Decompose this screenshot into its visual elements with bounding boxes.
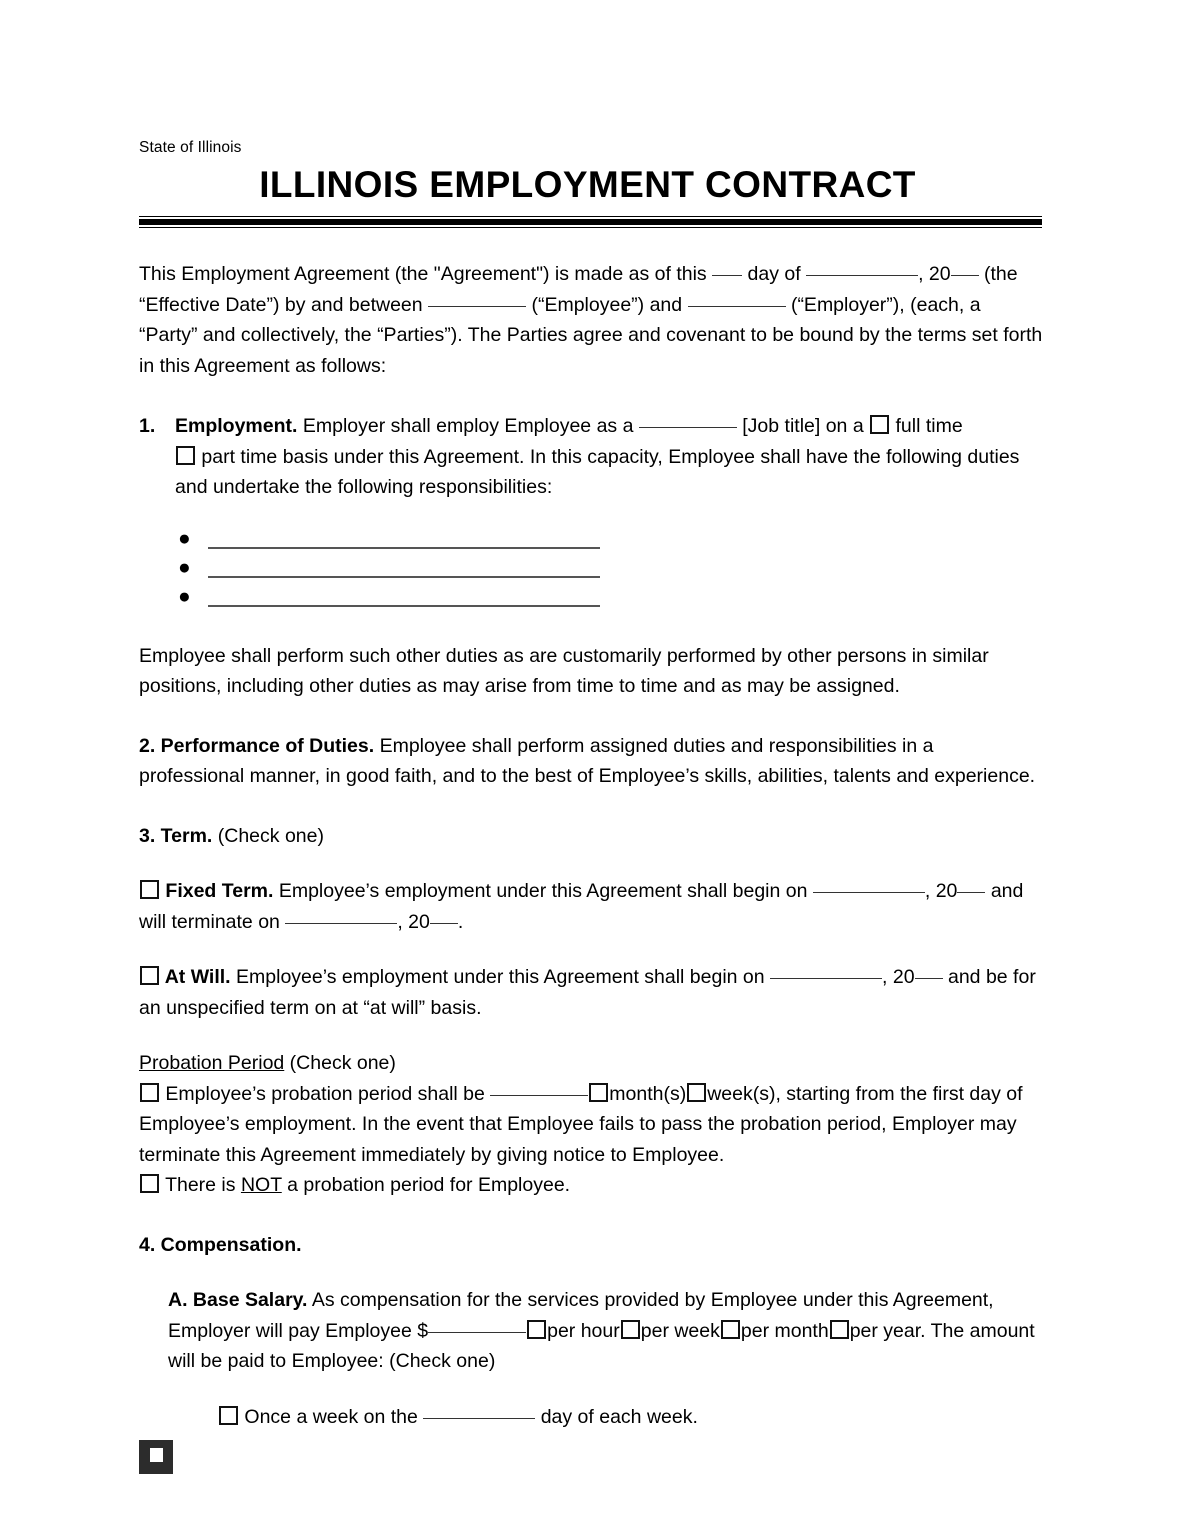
fixed-term-text-3: and will terminate on xyxy=(139,880,1024,933)
label-per-year: per year. The amount will be paid to Employee: (Check one) xyxy=(168,1319,1035,1372)
checkbox-probation-no[interactable] xyxy=(140,1174,159,1193)
probation-week-label: week(s), starting from the first day of Employee’s employment. In the event that Employee fails to pass the probation period, Employer may terminate this Agreement immediately by giving notice to Employee. xyxy=(139,1082,1023,1166)
section-1-employment xyxy=(139,411,1044,503)
intro-text-5: (“Employee”) and xyxy=(526,293,688,316)
section-1-number: 1. xyxy=(139,415,156,437)
fixed-term-option xyxy=(139,876,1044,937)
section-2-performance-of-duties xyxy=(139,731,1044,792)
blank-salary-amount[interactable] xyxy=(428,1332,526,1333)
base-salary-text-1: As compensation for the services provided by Employee under this Agreement, Employer will pay Employee $ xyxy=(168,1289,994,1342)
base-salary-heading: A. Base Salary. xyxy=(168,1289,308,1311)
checkbox-once-a-week[interactable] xyxy=(219,1406,238,1425)
checkbox-part-time[interactable] xyxy=(176,446,195,465)
checkbox-fixed-term[interactable] xyxy=(140,880,159,899)
blank-fixed-begin-date[interactable] xyxy=(813,892,925,893)
blank-at-will-begin-year[interactable] xyxy=(915,978,943,979)
at-will-label: At Will. xyxy=(160,966,231,988)
probation-no-text-1: There is xyxy=(160,1174,241,1196)
section-1-closing-paragraph: Employee shall perform such other duties as are customarily performed by other persons in similar positions, including other duties as may arise from time to time and as may be assigned. xyxy=(139,644,989,697)
label-full-time: full time xyxy=(890,415,963,437)
blank-fixed-end-year[interactable] xyxy=(430,923,458,924)
blank-job-title[interactable] xyxy=(639,427,737,428)
label-per-month: per month xyxy=(740,1319,829,1342)
at-will-text-2: , 20 xyxy=(882,966,915,988)
intro-text-6: (“Employer”), (each, a “Party” and collectively, the “Parties”). The Parties agree and covenant to be bound by the terms set forth in this Agreement as follows: xyxy=(139,293,1043,377)
section-3-heading: 3. Term. xyxy=(139,824,213,847)
checkbox-per-month[interactable] xyxy=(721,1320,740,1339)
section-1-text-2: [Job title] on a xyxy=(736,415,870,437)
duties-bullet-list xyxy=(139,526,1042,616)
blank-employee-name[interactable] xyxy=(428,306,526,307)
section-4-compensation-heading: 4. Compensation. xyxy=(139,1233,302,1256)
blank-duty-2[interactable] xyxy=(208,558,600,578)
list-item xyxy=(175,526,1042,558)
at-will-text-3: and be for an unspecified term on at “at will” basis. xyxy=(139,966,1036,1019)
once-a-week-option xyxy=(218,1402,1044,1433)
intro-text-3: , 20 xyxy=(918,263,951,285)
checkbox-at-will[interactable] xyxy=(140,966,159,985)
state-line: State of Illinois xyxy=(139,139,242,156)
title-divider xyxy=(139,216,1042,228)
intro-text-4: (the “Effective Date”) by and between xyxy=(139,263,1018,316)
section-2-body: Employee shall perform assigned duties and responsibilities in a professional manner, in good faith, and to the best of Employee’s skills, abilities, talents and experience. xyxy=(139,734,1036,787)
checkbox-probation-months[interactable] xyxy=(589,1083,608,1102)
blank-duty-1[interactable] xyxy=(208,529,600,549)
checkbox-probation-yes[interactable] xyxy=(140,1083,159,1102)
fixed-term-text-1: Employee’s employment under this Agreement shall begin on xyxy=(273,880,813,902)
probation-check-one: (Check one) xyxy=(284,1052,396,1074)
probation-no-emphasis: NOT xyxy=(240,1174,282,1196)
blank-employer-name[interactable] xyxy=(688,306,786,307)
checkbox-per-hour[interactable] xyxy=(527,1320,546,1339)
checkbox-per-year[interactable] xyxy=(830,1320,849,1339)
fixed-term-text-4: , 20 xyxy=(397,910,430,933)
once-a-week-text-2: day of each week. xyxy=(535,1405,698,1428)
probation-no-text-2: a probation period for Employee. xyxy=(281,1174,571,1196)
section-2-heading: 2. Performance of Duties. xyxy=(139,734,375,757)
section-3-term-heading xyxy=(139,821,1042,852)
intro-paragraph xyxy=(139,259,1044,381)
checkbox-probation-weeks[interactable] xyxy=(687,1083,706,1102)
label-part-time: part time basis under this Agreement. In this capacity, Employee shall have the following duties and undertake the following responsibilities: xyxy=(175,445,1020,498)
blank-payday[interactable] xyxy=(423,1418,535,1419)
blank-day[interactable] xyxy=(712,275,742,276)
bullet-dot-icon: ● xyxy=(178,584,191,608)
probation-month-label: month(s) xyxy=(609,1082,687,1105)
fixed-term-label: Fixed Term. xyxy=(160,880,274,902)
intro-text-2: day of xyxy=(742,263,807,285)
label-per-hour: per hour xyxy=(547,1319,620,1342)
once-a-week-text-1: Once a week on the xyxy=(239,1405,424,1428)
bullet-dot-icon: ● xyxy=(178,526,191,550)
blank-duty-3[interactable] xyxy=(208,587,600,607)
at-will-option xyxy=(139,962,1044,1023)
checkbox-full-time[interactable] xyxy=(870,415,889,434)
fixed-term-text-5: . xyxy=(457,910,464,933)
probation-period-title: Probation Period xyxy=(139,1052,285,1074)
section-3-check-one: (Check one) xyxy=(212,824,324,847)
probation-period-heading xyxy=(139,1048,1042,1079)
probation-option-yes xyxy=(139,1079,1044,1171)
blank-at-will-begin-date[interactable] xyxy=(770,978,882,979)
base-salary-paragraph xyxy=(168,1285,1044,1377)
list-item xyxy=(175,555,1042,587)
brand-logo xyxy=(139,1440,173,1474)
blank-month[interactable] xyxy=(806,275,918,276)
blank-year[interactable] xyxy=(951,275,979,276)
intro-text-1: This Employment Agreement (the "Agreement") is made as of this xyxy=(139,263,713,285)
section-1-heading: Employment. xyxy=(175,415,298,437)
list-item xyxy=(175,584,1042,616)
section-1-text-1: Employer shall employ Employee as a xyxy=(297,415,639,437)
page-title: ILLINOIS EMPLOYMENT CONTRACT xyxy=(259,164,916,205)
bullet-dot-icon: ● xyxy=(178,555,191,579)
at-will-text-1: Employee’s employment under this Agreement shall begin on xyxy=(230,966,771,988)
section-1-body xyxy=(175,411,1044,503)
checkbox-per-week[interactable] xyxy=(621,1320,640,1339)
probation-option-no xyxy=(139,1170,1044,1201)
blank-fixed-begin-year[interactable] xyxy=(957,892,985,893)
probation-text-1: Employee’s probation period shall be xyxy=(160,1082,491,1105)
label-per-week: per week xyxy=(640,1319,720,1342)
blank-fixed-end-date[interactable] xyxy=(285,923,397,924)
fixed-term-text-2: , 20 xyxy=(924,880,958,902)
blank-probation-length[interactable] xyxy=(490,1095,588,1096)
